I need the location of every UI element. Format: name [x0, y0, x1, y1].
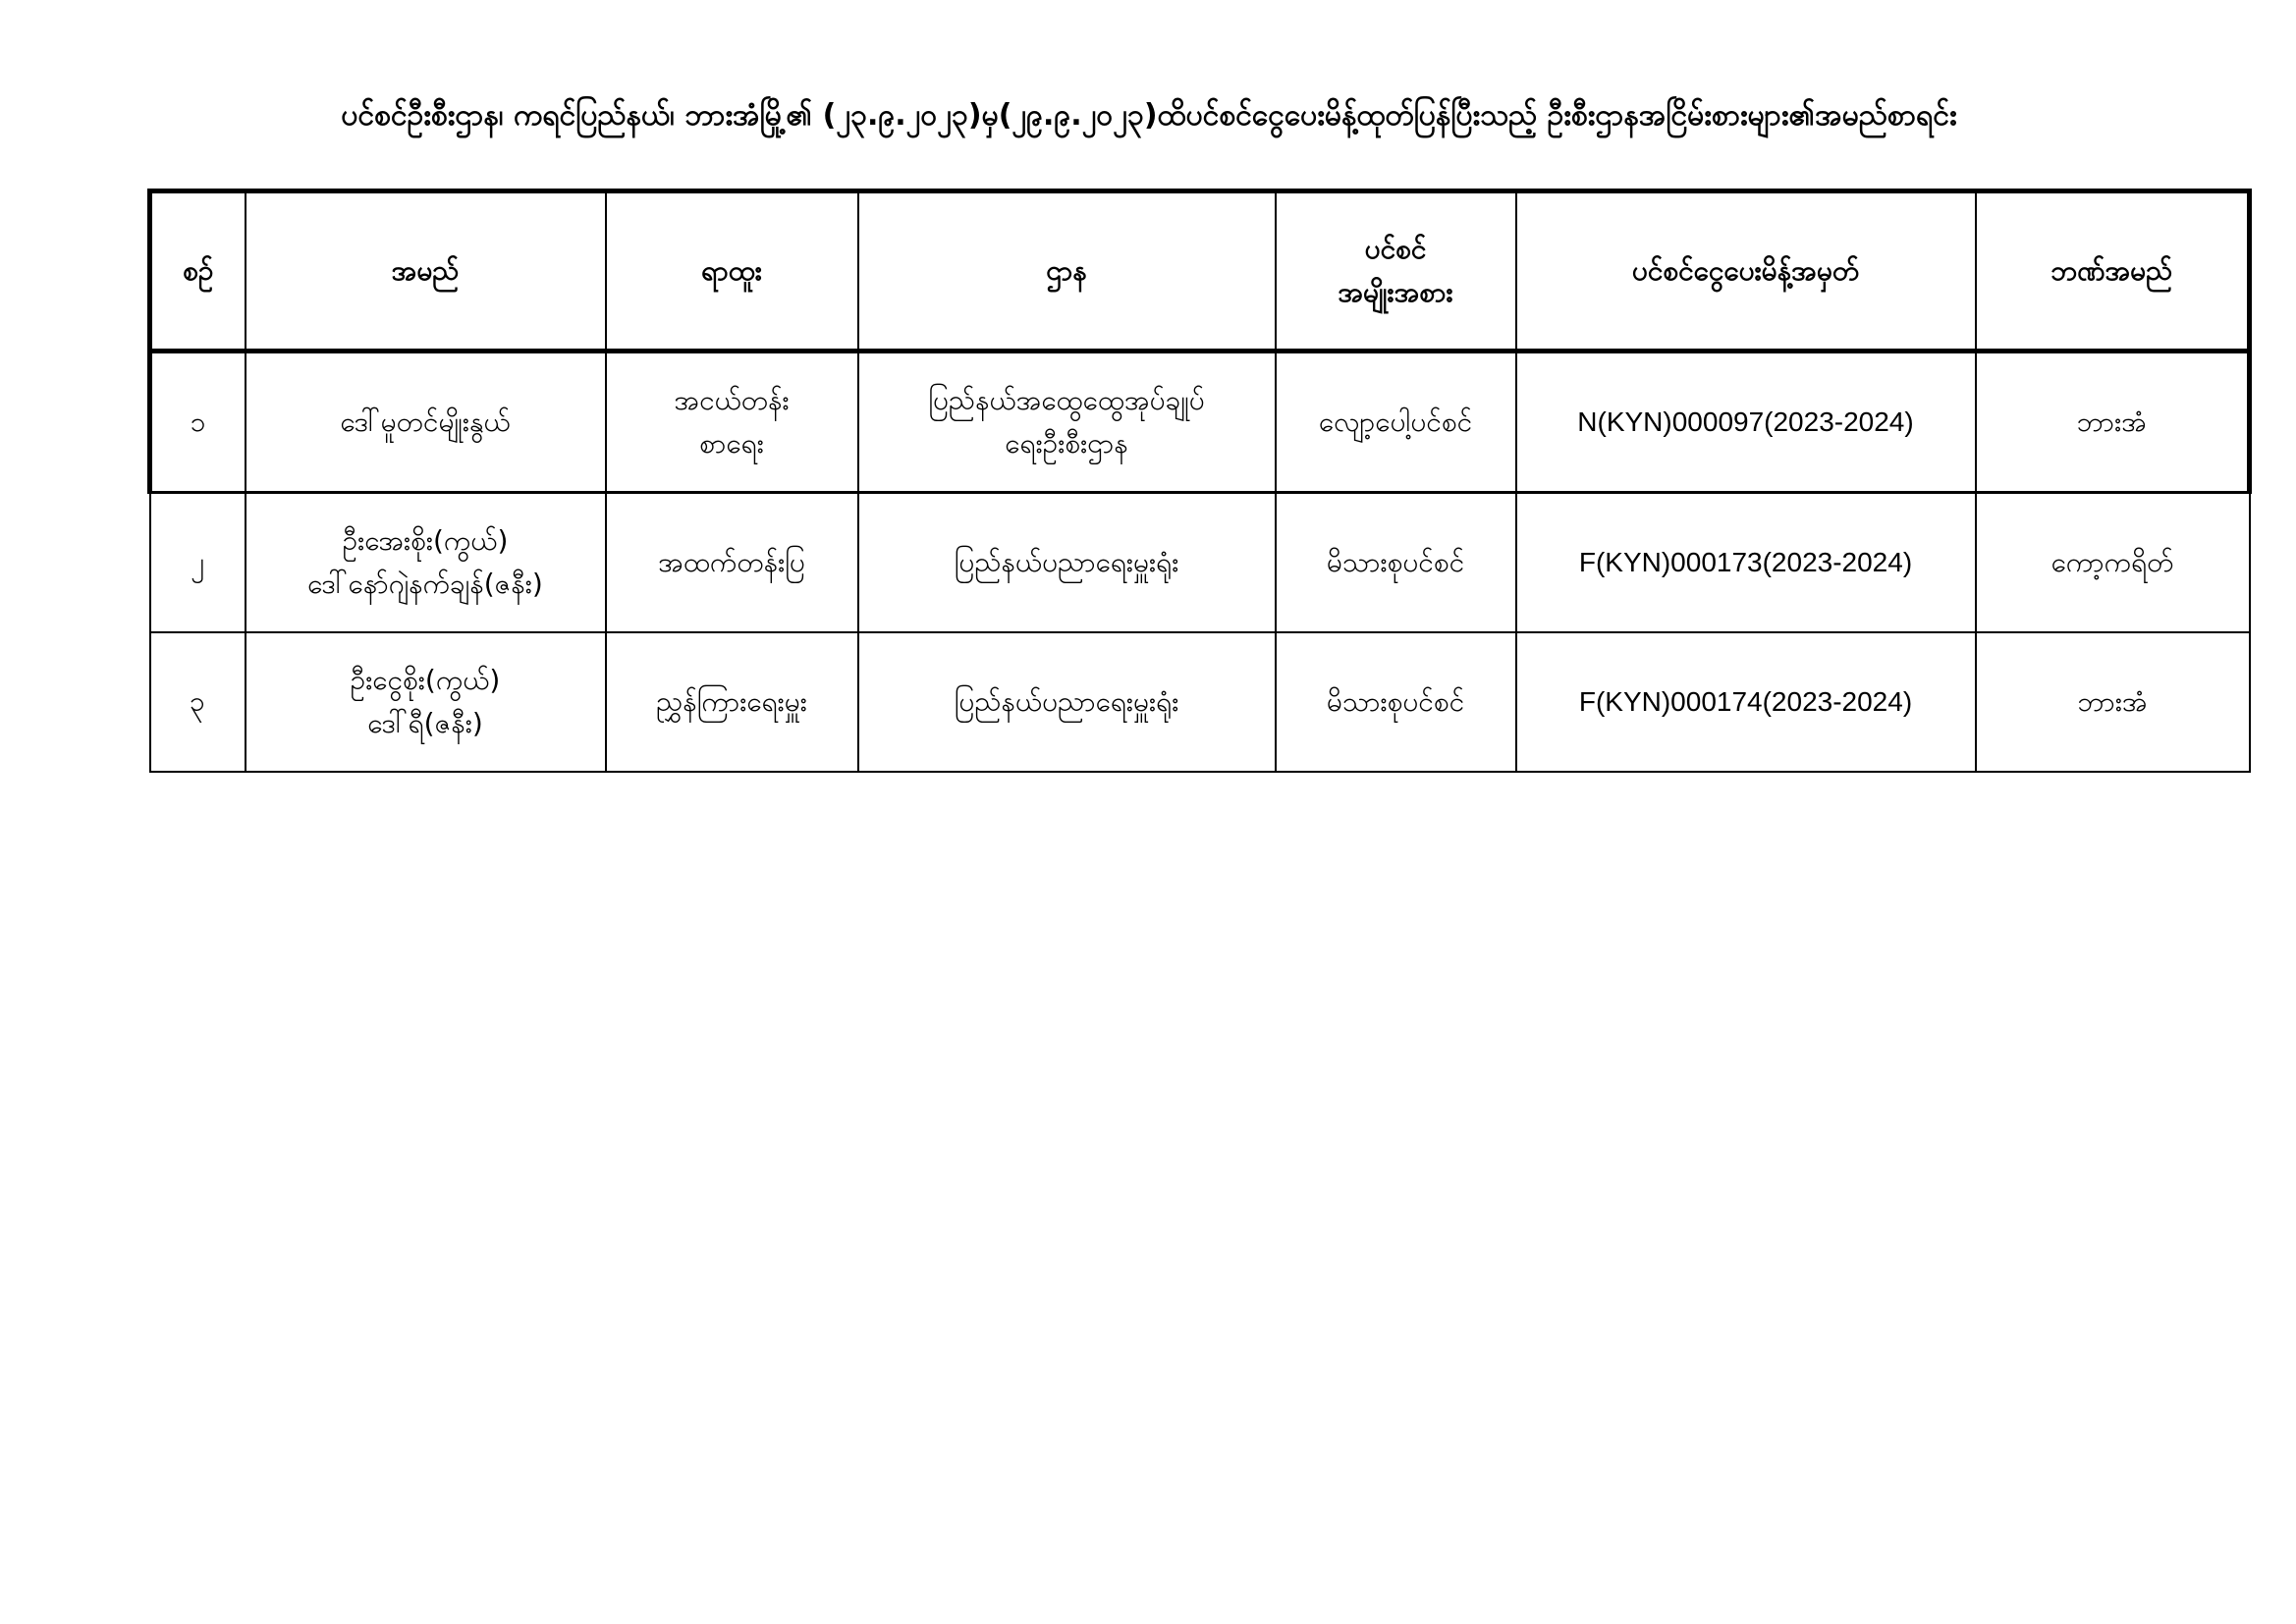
- cell-pension-type: လျော့ပေါ့ပင်စင်: [1276, 352, 1516, 493]
- cell-department: ပြည်နယ်ပညာရေးမှူးရုံး: [858, 632, 1276, 772]
- cell-bank-name: ဘားအံ: [1976, 632, 2250, 772]
- pensioner-table-container: [147, 189, 2247, 773]
- cell-serial-no: ၁: [150, 352, 246, 493]
- pensioner-table: [147, 189, 2252, 773]
- cell-department: ပြည်နယ်အထွေထွေအုပ်ချုပ် ရေးဦးစီးဌာန: [858, 352, 1276, 493]
- cell-department: ပြည်နယ်ပညာရေးမှူးရုံး: [858, 493, 1276, 633]
- cell-serial-no: ၂: [150, 493, 246, 633]
- header-serial-no: စဉ်: [150, 191, 246, 352]
- header-name: အမည်: [246, 191, 606, 352]
- cell-name: ဦးအေးစိုး(ကွယ်) ဒေါ်နော်ဂျဲနက်ချန်(ဇနီး): [246, 493, 606, 633]
- cell-position: ညွှန်ကြားရေးမှူး: [606, 632, 858, 772]
- table-row: [150, 352, 2250, 493]
- table-row: [150, 632, 2250, 772]
- table-row: [150, 493, 2250, 633]
- header-pension-order-no: ပင်စင်ငွေပေးမိန့်အမှတ်: [1516, 191, 1976, 352]
- header-position: ရာထူး: [606, 191, 858, 352]
- cell-pension-type: မိသားစုပင်စင်: [1276, 632, 1516, 772]
- header-pension-type: ပင်စင် အမျိုးအစား: [1276, 191, 1516, 352]
- cell-pension-order-no: F(KYN)000174(2023-2024): [1516, 632, 1976, 772]
- cell-bank-name: ဘားအံ: [1976, 352, 2250, 493]
- cell-bank-name: ကော့ကရိတ်: [1976, 493, 2250, 633]
- table-header-row: [150, 191, 2250, 352]
- cell-pension-order-no: N(KYN)000097(2023-2024): [1516, 352, 1976, 493]
- cell-position: အငယ်တန်း စာရေး: [606, 352, 858, 493]
- cell-name: ဒေါ်မူတင်မျိုးနွယ်: [246, 352, 606, 493]
- cell-position: အထက်တန်းပြ: [606, 493, 858, 633]
- cell-pension-order-no: F(KYN)000173(2023-2024): [1516, 493, 1976, 633]
- document-title: ပင်စင်ဦးစီးဌာန၊ ကရင်ပြည်နယ်၊ ဘားအံမြို့၏ (၂၃.၉.၂၀၂၃)မှ(၂၉.၉.၂၀၂၃)ထိပင်စင်ငွေပေးမိန့်ထုတ်ပြန်ပြီးသည့် ဦးစီးဌာနအငြိမ်းစားများ၏အမည်စာရင်း: [341, 98, 1957, 133]
- cell-name: ဦးငွေစိုး(ကွယ်) ဒေါ်ရီ(ဇနီး): [246, 632, 606, 772]
- cell-pension-type: မိသားစုပင်စင်: [1276, 493, 1516, 633]
- header-bank-name: ဘဏ်အမည်: [1976, 191, 2250, 352]
- header-department: ဌာန: [858, 191, 1276, 352]
- cell-serial-no: ၃: [150, 632, 246, 772]
